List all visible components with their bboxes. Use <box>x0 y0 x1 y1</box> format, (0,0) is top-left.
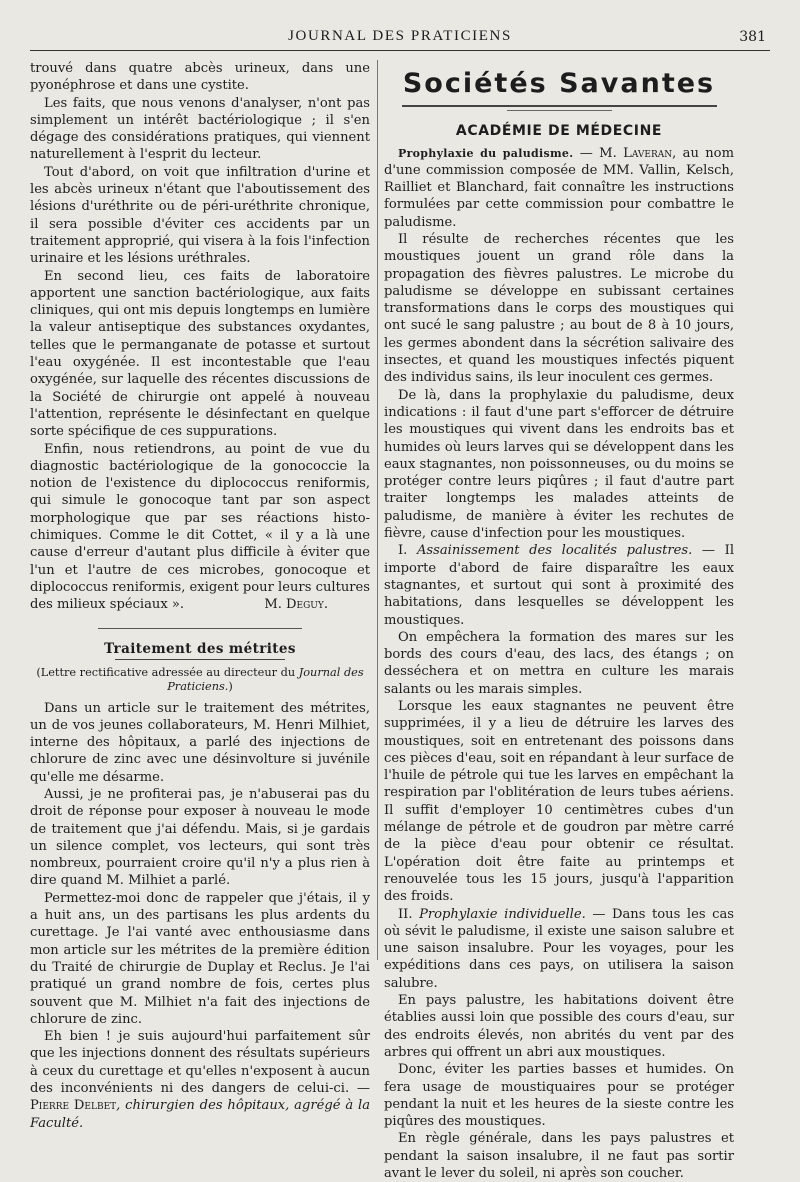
section-banner: Sociétés Savantes <box>402 68 716 99</box>
section-title-text: Traitement des métrites <box>104 640 296 657</box>
section-number: I. <box>398 543 417 559</box>
subtitle-prefix: (Lettre rectificative adressée au directeur du <box>36 665 299 679</box>
paragraph: Tout d'abord, on voit que infiltration d'urine et les abcès urineux n'étant que l'aboutissement des lésions d'uréthrite ou de péri-uréthrite chronique, il sera possible d'éviter ces accidents par un traitement approprié, qui visera à la fois l'infection urinaire et les lésions uréthrales. <box>30 164 370 267</box>
paragraph: En règle générale, dans les pays palustres et pendant la saison insalubre, il ne faut pas sortir avant le lever du soleil, ni après son coucher. <box>384 1131 734 1182</box>
paragraph <box>30 1028 370 1132</box>
subsection-title: Prophylaxie individuelle. <box>419 906 586 922</box>
subsection-title: Assainissement des localités palustres. <box>416 543 693 559</box>
paragraph: trouvé dans quatre abcès urineux, dans une pyonéphrose et dans une cystite. <box>30 61 370 94</box>
letter-subtitle <box>30 666 370 694</box>
subtitle-journal-name: Journal des Praticiens. <box>167 665 364 693</box>
paragraph-text: Eh bien ! je suis aujourd'hui parfaitement sûr que les injections donnent des résultats supérieurs à ceux du curettage et qu'elles n'exposent à aucun des inconvénients ni des dangers de celui-ci. — <box>30 1029 370 1097</box>
author-title: , chirurgien des hôpitaux, agrégé à la Faculté. <box>30 1098 371 1131</box>
section-number: II. <box>398 906 420 922</box>
paragraph: Lorsque les eaux stagnantes ne peuvent être supprimées, il y a lieu de détruire les larves des moustiques, soit en entretenant des poissons dans ces pièces d'eau, soit en répandant à leur surface de l'huile de pétrole qui tue les larves en empêchant la respiration par l'oblitération de leurs tubes aériens. Il suffit d'employer 10 centimètres cubes d'un mélange de pétrole et de goudron par mètre carré de la pièce d'eau pour obtenir ce résultat. L'opération doit être faite au printemps et renouvelée tous les 15 jours, jusqu'à l'apparition des froids. <box>384 699 734 905</box>
paragraph: Il résulte de recherches récentes que les moustiques jouent un grand rôle dans la propagation des fièvres palustres. Le microbe du paludisme se développe en subissant certaines transformations dans le corps des moustiques qui ont sucé le sang palustre ; au bout de 8 à 10 jours, les germes abondent dans la sécrétion salivaire des insectes, et quand les moustiques infectés piquent des individus sains, ils leur inoculent ces germes. <box>384 231 734 386</box>
paragraph-text: — Dans tous les cas où sévit le paludisme, il existe une saison salubre et une saison insalubre. Pour les voyages, pour les expéditions dans ces pays, on utilisera la saison salubre. <box>384 906 734 991</box>
paragraph: En second lieu, ces faits de laboratoire apportent une sanction bactériologique, aux faits cliniques, qui ont mis depuis longtemps en lumière la valeur antiseptique des substances oxydantes, telles que le permanganate de potasse et surtout l'eau oxygénée. Il est incontestable que l'eau oxygénée, sur laquelle des récentes discussions de la Société de chirurgie ont appelé à nouveau l'attention, représente le désinfectant en quelque sorte spécifique de ces suppurations. <box>30 268 370 440</box>
paragraph <box>384 542 734 628</box>
column-divider <box>377 60 378 960</box>
paragraph-text: — Il importe d'abord de faire disparaître les eaux stagnantes, et surtout qui sont à proximité des habitations, dans lesquelles se développent les moustiques. <box>384 543 735 628</box>
banner-rule <box>402 105 717 107</box>
section-title-underline <box>115 659 285 660</box>
paragraph-text: , au nom d'une commission composée de MM. Vallin, Kelsch, Railliet et Blanchard, fait connaître les instructions formulées par cette commission pour combattre le paludisme. <box>384 145 734 230</box>
paragraph <box>384 145 734 231</box>
paragraph <box>384 906 734 992</box>
paragraph: Aussi, je ne profiterai pas, je n'abuserai pas du droit de réponse pour exposer à nouveau le mode de traitement que j'ai défendu. Mais, si je gardais un silence complet, vos lecteurs, qui sont très nombreux, pourraient croire qu'il n'y a plus rien à dire quand M. Milhiet a parlé. <box>30 786 370 889</box>
section-divider <box>98 628 302 629</box>
paragraph: En pays palustre, les habitations doivent être établies aussi loin que possible des cours d'eau, sur des endroits élevés, non abrités du vent par des arbres qui offrent un abri aux moustiques. <box>384 993 734 1060</box>
author-signature: M. Deguy. <box>264 597 328 613</box>
paragraph-dash: — M. <box>573 145 624 161</box>
paragraph: Permettez-moi donc de rappeler que j'étais, il y a huit ans, un des partisans les plus ardents du curettage. Je l'ai vanté avec enthousiasme dans mon article sur les métrites de la première édition du Traité de chirurgie de Duplay et Reclus. Je l'ai pratiqué un grand nombre de fois, certes plus souvent que M. Milhiet n'a fait des injections de chlorure de zinc. <box>30 890 370 1027</box>
speaker-name: Laveran <box>623 145 673 161</box>
left-column <box>30 60 370 1132</box>
author-signature: Pierre Delbet <box>30 1098 117 1114</box>
subtitle-suffix: ) <box>228 679 233 693</box>
paragraph-text: Enfin, nous retiendrons, au point de vue du diagnostic bactériologique de la gonococcie la notion de l'existence du diplococcus reniformis, qui simule le gonocoque tant par son aspect morphologique que par ses réactions histo-chimiques. Comme le dit Cottet, « il y a là une cause d'erreur d'autant plus difficile à éviter que l'un et l'autre de ces microbes, gonocoque et diplococcus reniformis, exigent pour leurs cultures des milieux spéciaux ». <box>30 441 370 613</box>
running-title: JOURNAL DES PRATICIENS <box>288 28 512 44</box>
banner-rule-short <box>507 110 612 111</box>
right-column <box>384 60 734 1182</box>
paragraph <box>30 441 370 614</box>
paragraph: Dans un article sur le traitement des métrites, un de vos jeunes collaborateurs, M. Henri Milhiet, interne des hôpitaux, a parlé des injections de chlorure de zinc avec une désinvolture si juvénile qu'elle me désarme. <box>30 700 370 785</box>
paragraph: De là, dans la prophylaxie du paludisme, deux indications : il faut d'une part s'efforcer de détruire les moustiques qui vivent dans les endroits bas et humides où leurs larves qui se développent dans les eaux stagnantes, non poissonneuses, ou du moins se protéger contre leurs piqûres ; il faut d'autre part traiter longtemps les malades atteints de paludisme, de manière à éviter les rechutes de fièvre, cause d'infection pour les moustiques. <box>384 387 734 542</box>
paragraph: Donc, éviter les parties basses et humides. On fera usage de moustiquaires pour se protéger pendant la nuit et les heures de la sieste contre les piqûres des moustiques. <box>384 1062 734 1130</box>
paragraph: On empêchera la formation des mares sur les bords des cours d'eau, des lacs, des étangs ; on desséchera et on mettra en culture les marais salants ou les marais simples. <box>384 629 734 697</box>
page-number: 381 <box>739 29 766 45</box>
running-header <box>30 28 770 51</box>
section-title <box>30 641 370 660</box>
paragraph: Les faits, que nous venons d'analyser, n'ont pas simplement un intérêt bactériologique ; il s'en dégage des considérations pratiques, qui viennent naturellement à l'esprit du lecteur. <box>30 95 370 163</box>
run-in-heading: Prophylaxie du paludisme. <box>398 146 574 160</box>
academy-heading: ACADÉMIE DE MÉDECINE <box>455 122 663 139</box>
